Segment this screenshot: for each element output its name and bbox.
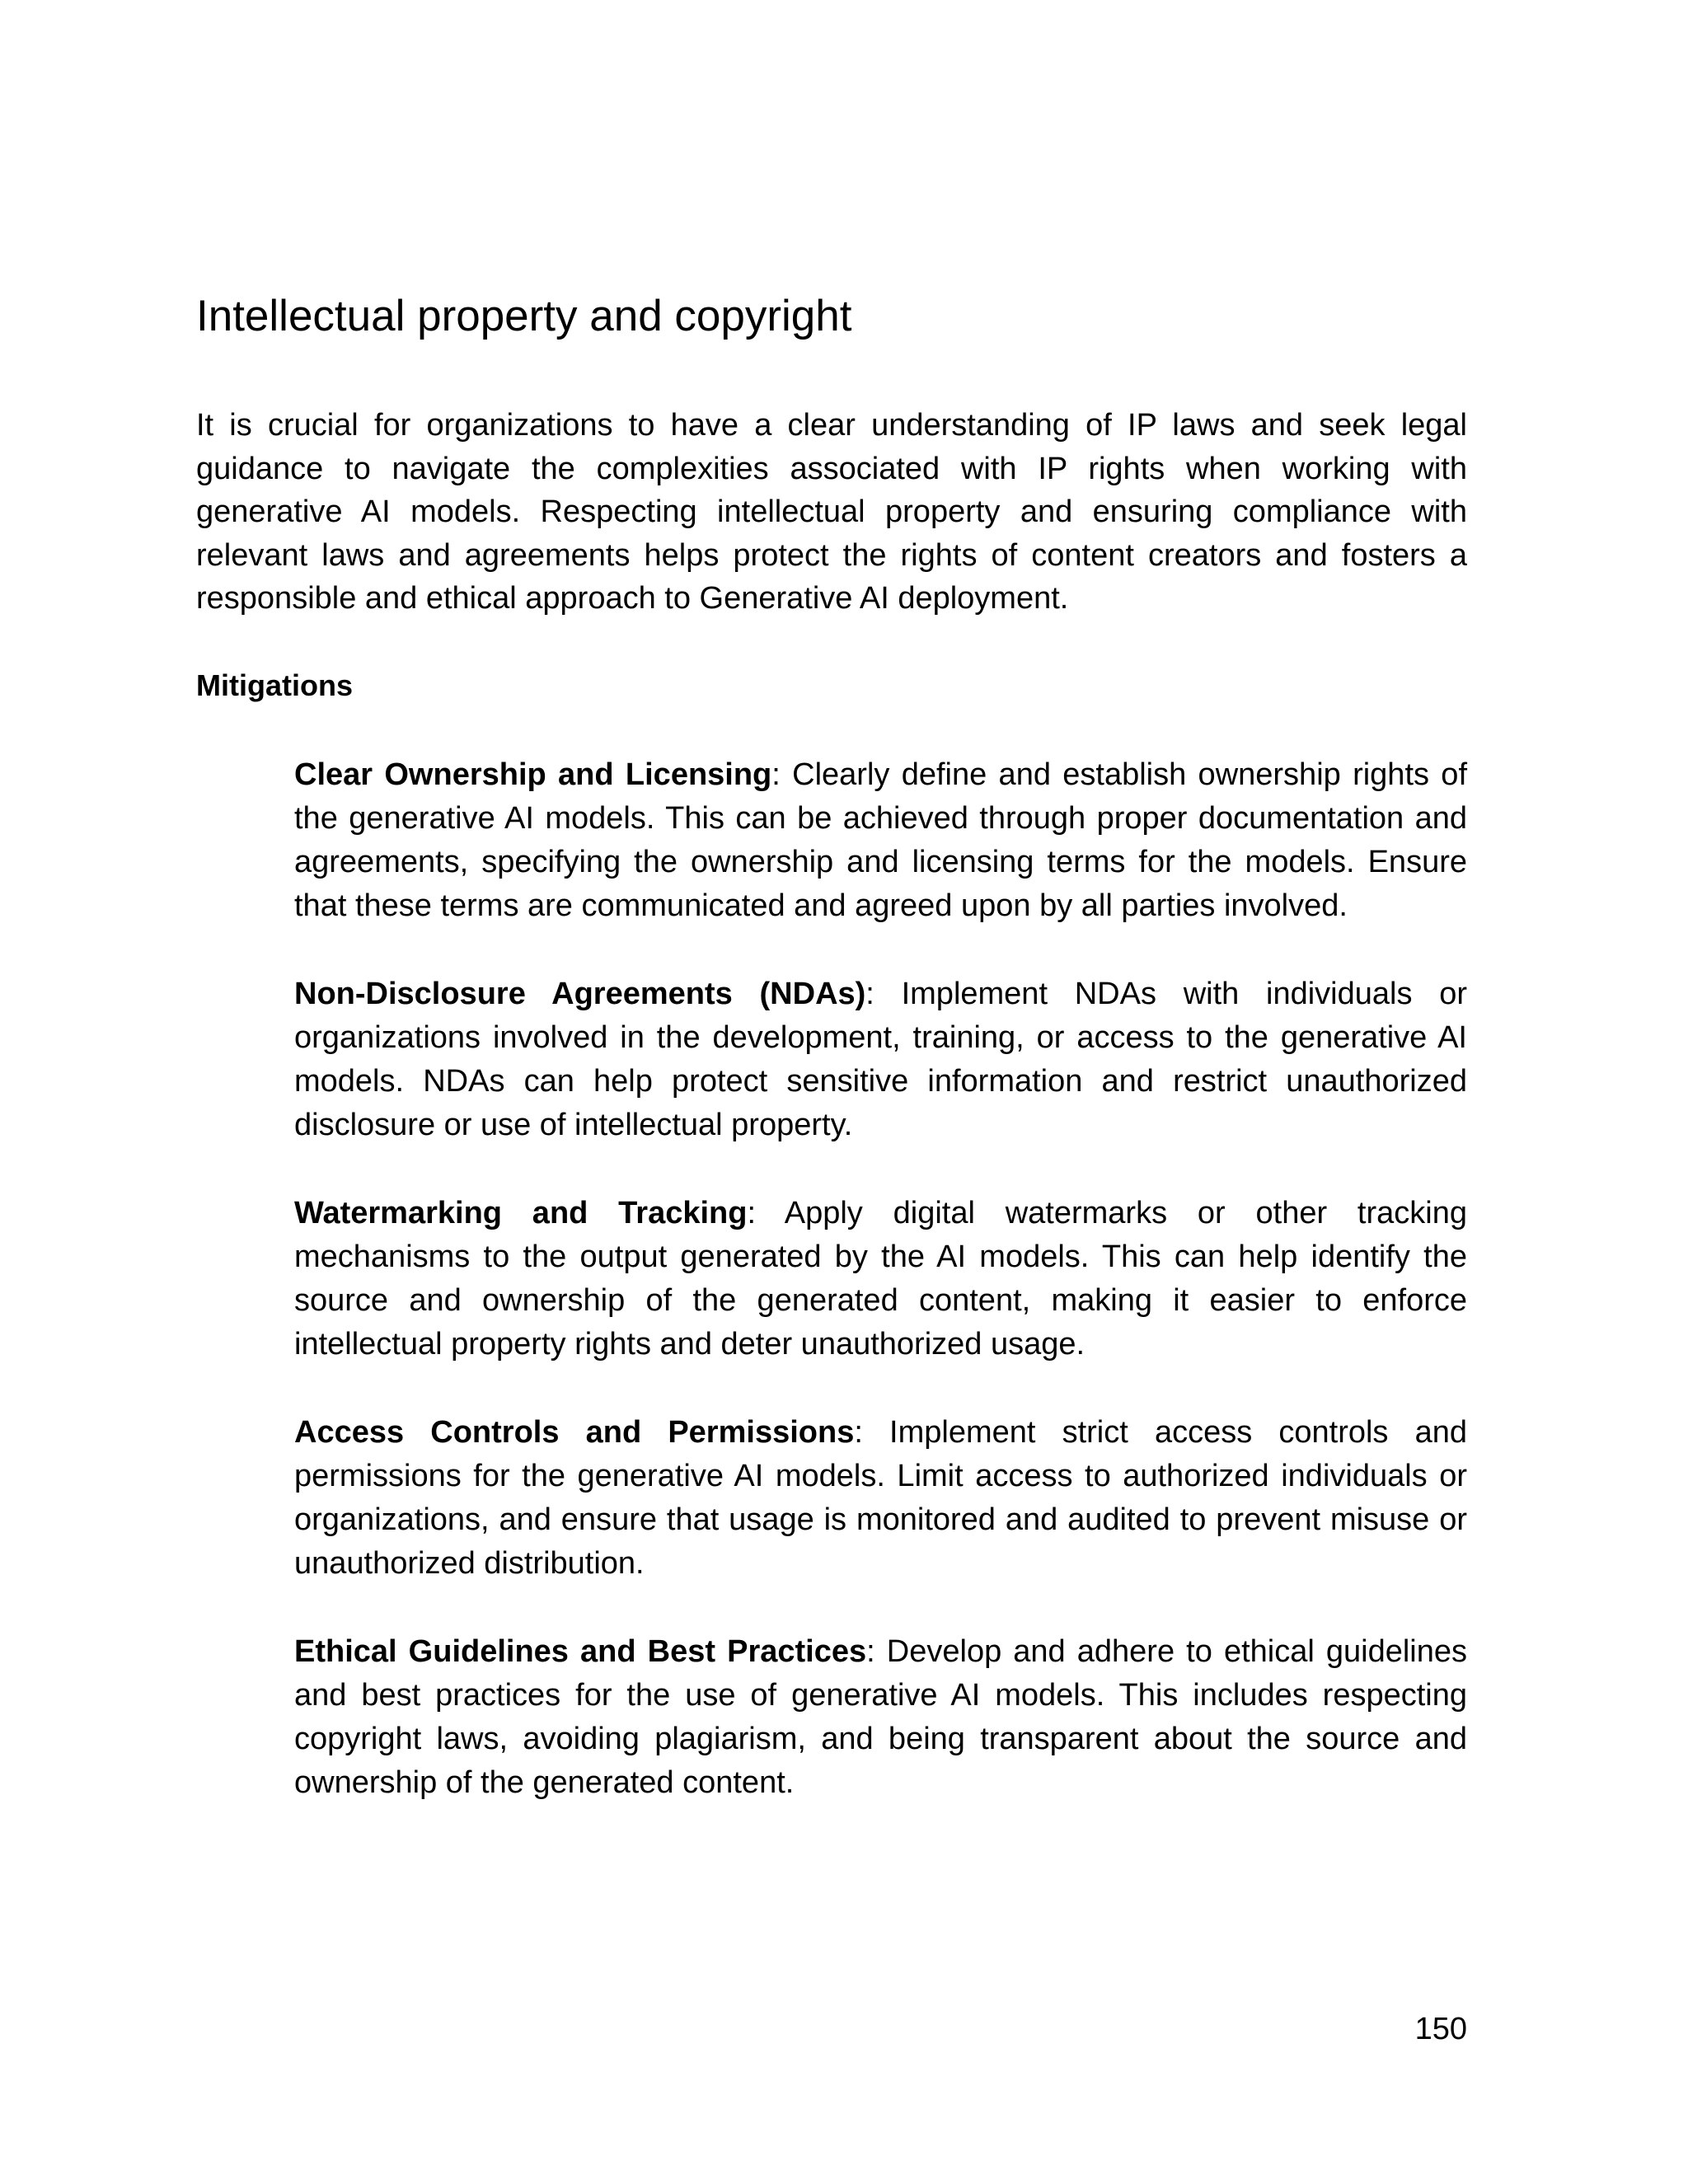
mitigation-text: Implement strict access controls and permissions for the generative AI models. Limit access to authorized individuals or organizations, and ensure that usage is monitored and audited to prevent misuse or unauthorized distribution. [294, 1415, 1467, 1581]
mitigation-term: Access Controls and Permissions [294, 1415, 855, 1450]
mitigation-text: Develop and adhere to ethical guidelines and best practices for the use of generative AI models. This includes respecting copyright laws, avoiding plagiarism, and being transparent about the source and ownership of the generated content. [294, 1634, 1468, 1800]
mitigation-term: Ethical Guidelines and Best Practices [294, 1634, 867, 1669]
mitigation-item [294, 1630, 1467, 1805]
mitigation-item [294, 1192, 1467, 1366]
intro-paragraph: It is crucial for organizations to have a clear understanding of IP laws and seek legal guidance to navigate the complexities associated with IP rights when working with generative AI models. Respecting intellectual property and ensuring compliance with relevant laws and agreements helps protect the rights of content creators and fosters a responsible and ethical approach to Generative AI deployment. [196, 408, 1467, 616]
mitigation-separator: : [866, 1634, 875, 1669]
mitigation-text: Apply digital watermarks or other tracking mechanisms to the output generated by the AI models. This can help identify the source and ownership of the generated content, making it easier to enforce intellectual property rights and deter unauthorized usage. [294, 1196, 1467, 1361]
mitigation-term: Non-Disclosure Agreements (NDAs) [294, 977, 866, 1011]
mitigation-separator: : [854, 1415, 863, 1450]
mitigation-separator: : [747, 1196, 757, 1230]
mitigation-item [294, 1411, 1467, 1586]
mitigation-term: Clear Ownership and Licensing [294, 757, 772, 792]
mitigations-list [294, 753, 1467, 1849]
mitigation-text: Clearly define and establish ownership rights of the generative AI models. This can be achieved through proper documentation and agreements, specifying the ownership and licensing terms for the models. Ensure that these terms are communicated and agreed upon by all parties involved. [294, 757, 1468, 923]
mitigation-item [294, 753, 1467, 928]
mitigation-text: Implement NDAs with individuals or organizations involved in the development, training, or access to the generative AI models. NDAs can help protect sensitive information and restrict unauthorized disclosure or use of intellectual property. [294, 977, 1467, 1142]
mitigation-separator: : [771, 757, 781, 792]
mitigation-item [294, 972, 1467, 1147]
mitigation-term: Watermarking and Tracking [294, 1196, 748, 1230]
section-title: Intellectual property and copyright [196, 292, 852, 340]
page-number: 150 [1414, 2012, 1467, 2046]
mitigation-separator: : [865, 977, 874, 1011]
mitigations-heading: Mitigations [196, 668, 353, 702]
